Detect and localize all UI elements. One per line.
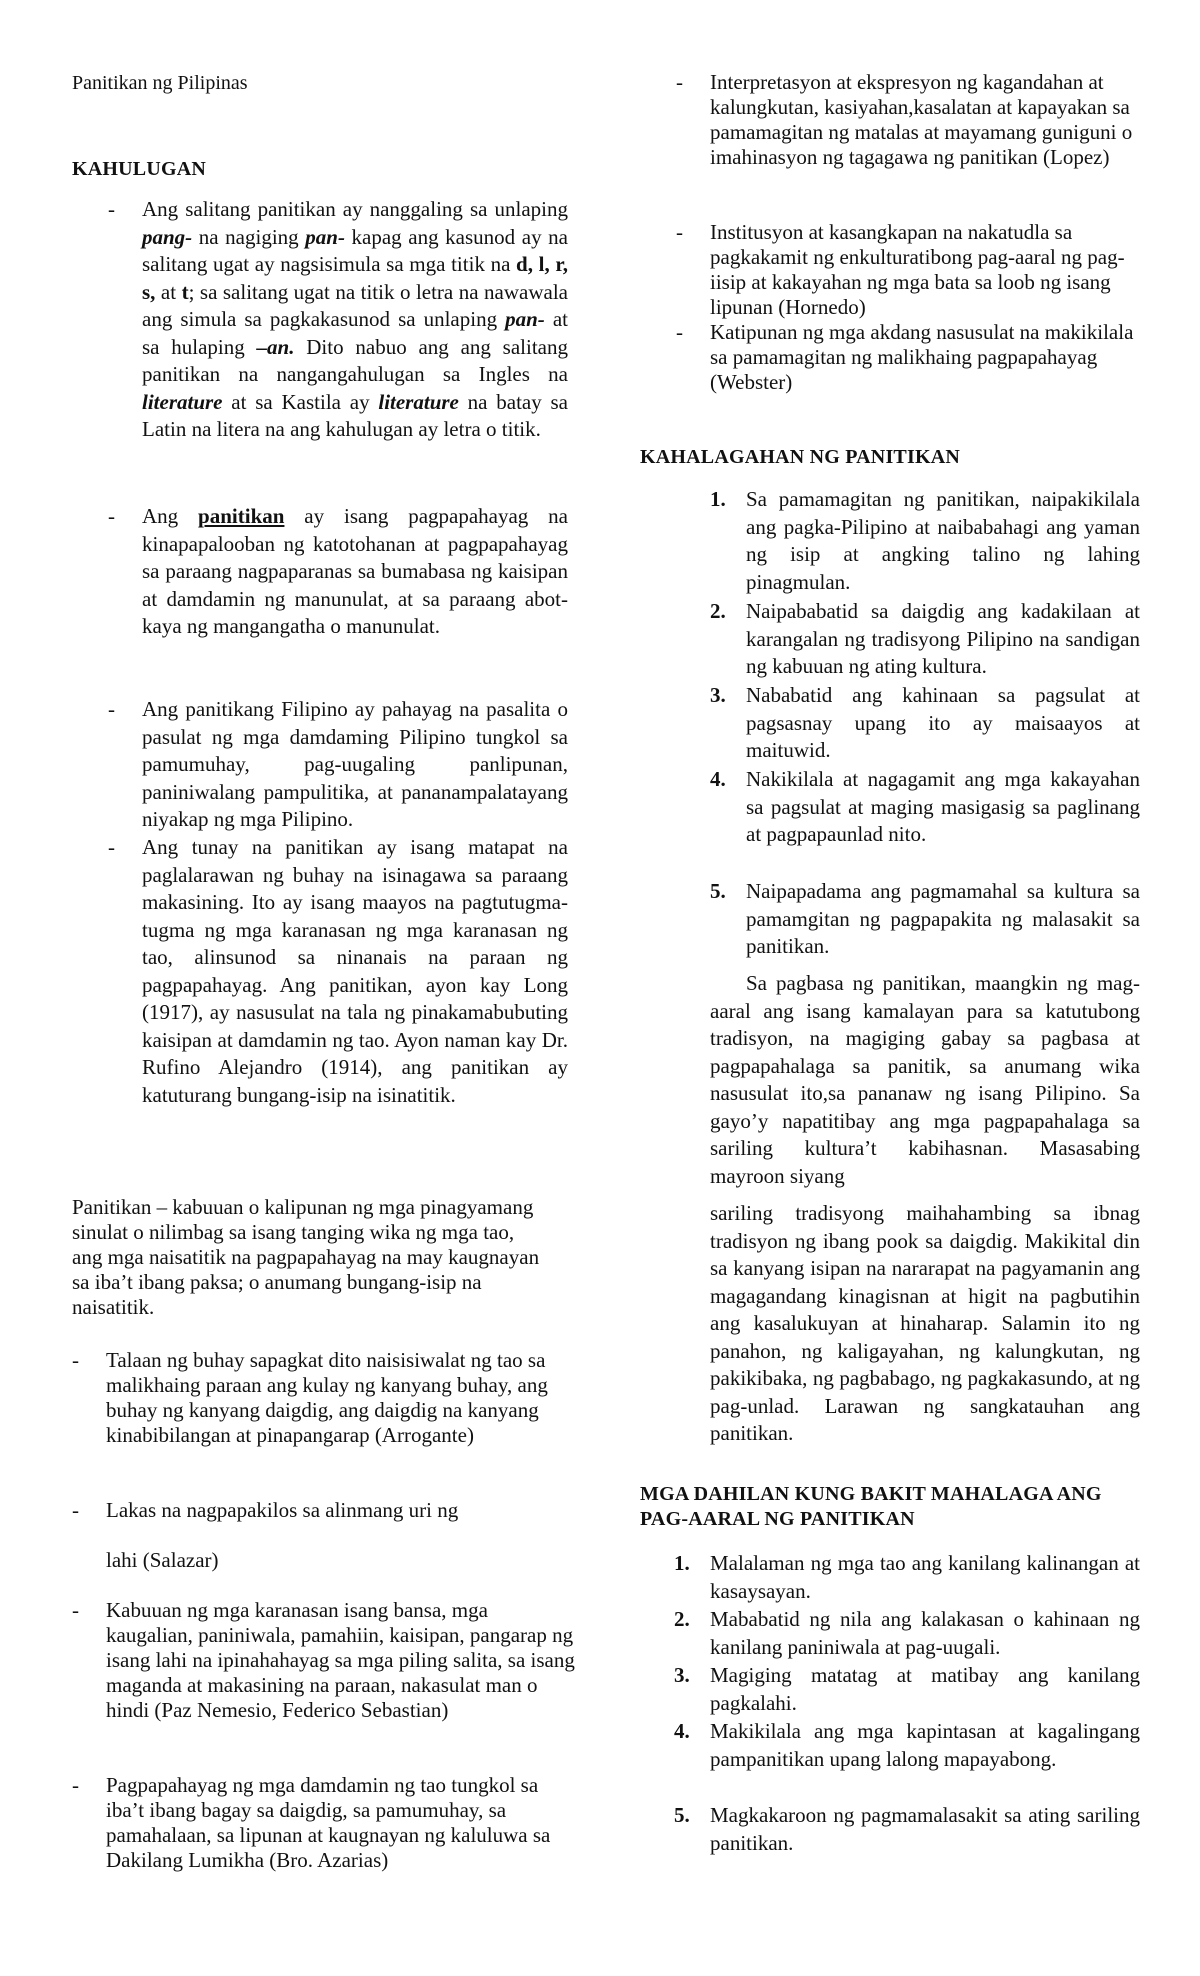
- item-text: Sa pamamagitan ng panitikan, naipakikilala ang pagka-Pilipino at naibabahagi ang yaman ng isip at angking talino ng lahing pinagmulan.: [746, 487, 1140, 594]
- item-number: 2.: [710, 599, 726, 623]
- item-text: Malalaman ng mga tao ang kanilang kalinangan at kasaysayan.: [710, 1551, 1140, 1603]
- text: at sa Kastila ay: [222, 389, 379, 414]
- dahilan-item-2: [674, 1606, 1140, 1661]
- definition-item-1: - Talaan ng buhay sapagkat dito naisisiwalat ng tao sa malikhaing paraan ang kulay ng kanyang buhay, ang buhay ng kanyang daigdig, ang daigdig na kanyang kinabibilangan at pinapangarap (Arrogante): [106, 1348, 576, 1448]
- word-literature: literature: [142, 389, 223, 414]
- text: at sa hulaping: [142, 307, 568, 359]
- item-text: Naipababatid sa daigdig ang kadakilaan at karangalan ng tradisyong Pilipino na sandigan ng kabuuan ng ating kultura.: [746, 599, 1140, 678]
- text: ; sa salitang ugat na titik o letra na nawawala ang simula sa pagkakasunod sa unlaping: [142, 279, 568, 331]
- kahalagahan-paragraph-2: sariling tradisyong maihahambing sa ibnag tradisyon ng ibang pook sa daigdig. Makikital din sa kanyang isipan na nararapat na pagyamanin ang magagandang kinagisnan at higit na pagbutihin ang kasalukuyan at hinaharap. Salamin ito ng panahon, ng kaligayahan, ng kalungkutan, ng pakikibaka, ng pagbabago, ng pagkakasundo, at ng pag-unlad. Larawan ng sangkatauhan ang panitikan.: [710, 1201, 1140, 1445]
- item-text: Nababatid ang kahinaan sa pagsulat at pagsasnay upang ito ay maisaayos at maituwid.: [746, 683, 1140, 762]
- item-text: Naipapadama ang pagmamahal sa kultura sa pamamgitan ng pagpapakita ng malasakit sa panitikan.: [746, 879, 1140, 958]
- text: at: [155, 279, 182, 304]
- kahulugan-bullet-4: - Ang tunay na panitikan ay isang matapat na paglalarawan ng buhay na isinagawa sa paraang makasining. Ito ay isang maayos na pagtutugma-tugma ng mga karanasan ng mga karanasan ng tao, alinsunod sa ninanais na paraan ng pagpapahayag. Ang panitikan, ayon kay Long (1917), ay nasusulat na tala ng pinakamabubuting kaisipan at damdamin ng tao. Ayon naman kay Dr. Rufino Alejandro (1914), ang panitikan ay katuturang bungang-isip na isinatitik.: [142, 834, 568, 1109]
- kahalagahan-heading: KAHALAGAHAN NG PANITIKAN: [640, 446, 960, 468]
- text: kapag ang kasunod ay na salitang ugat ay nagsisimula sa mga titik na: [142, 224, 568, 276]
- text: na batay sa Latin na litera na ang kahulugan ay letra o titik.: [142, 389, 568, 441]
- item-text: Magiging matatag at matibay ang kanilang pagkalahi.: [710, 1663, 1140, 1715]
- item-number: 5.: [710, 879, 726, 903]
- definition-item-3: - Kabuuan ng mga karanasan isang bansa, mga kaugalian, paniniwala, pamahiin, kaisipan, pangarap ng isang lahi na ipinahahayag sa mga piling salita, sa isang maganda at makasining na paraan, nakasulat man o hindi (Paz Nemesio, Federico Sebastian): [106, 1598, 576, 1723]
- item-number: 5.: [674, 1803, 690, 1827]
- text: Ang salitang panitikan ay nanggaling sa unlaping: [142, 197, 568, 221]
- item-text: Magkakaroon ng pagmamalasakit sa ating sariling panitikan.: [710, 1803, 1140, 1855]
- item-text: Mababatid ng nila ang kalakasan o kahinaan ng kanilang paniniwala at pag-uugali.: [710, 1607, 1140, 1659]
- text: Dito nabuo ang ang salitang panitikan na nangangahulugan sa Ingles na: [142, 334, 568, 386]
- kahalagahan-item-4: [710, 766, 1140, 849]
- definition-item-4: - Pagpapahayag ng mga damdamin ng tao tungkol sa iba’t ibang bagay sa daigdig, sa pamumuhay, sa pamahalaan, sa lipunan at kaugnayan ng kaluluwa sa Dakilang Lumikha (Bro. Azarias): [106, 1773, 576, 1873]
- definition-item-6: - Institusyon at kasangkapan na nakatudla sa pagkakamit ng enkulturatibong pag-aaral ng pag-iisip at kakayahan ng mga bata sa loob ng isang lipunan (Hornedo): [710, 220, 1140, 320]
- text: Ang: [142, 504, 199, 528]
- item-number: 4.: [710, 767, 726, 791]
- kahalagahan-item-5: [710, 878, 1140, 961]
- item-text: Nakikilala at nagagamit ang mga kakayahan sa pagsulat at maging masigasig sa paglinang at pagpapaunlad nito.: [746, 767, 1140, 846]
- prefix-pang: pang-: [142, 224, 193, 249]
- dahilan-item-1: [674, 1550, 1140, 1605]
- dahilan-heading: MGA DAHILAN KUNG BAKIT MAHALAGA ANG PAG-AARAL NG PANITIKAN: [640, 1483, 1102, 1530]
- item-number: 1.: [710, 487, 726, 511]
- item-number: 3.: [674, 1663, 690, 1687]
- panitikan-definition: Panitikan – kabuuan o kalipunan ng mga pinagyamang sinulat o nilimbag sa isang tanging wika ng mga tao, ang mga naisatitik na pagpapahayag na may kaugnayan sa iba’t ibang paksa; o anumang bungang-isip na naisatitik.: [72, 1195, 540, 1319]
- kahulugan-bullet-3: - Ang panitikang Filipino ay pahayag na pasalita o pasulat ng mga damdaming Pilipino tungkol sa pamumuhay, pag-uugaling panlipunan, paniniwalang pampulitika, at pananampalatayang niyakap ng mga Pilipino.: [142, 696, 568, 834]
- item-number: 3.: [710, 683, 726, 707]
- item-text: Makikilala ang mga kapintasan at kagalingang pampanitikan upang lalong mapayabong.: [710, 1719, 1140, 1771]
- dahilan-item-5: [674, 1802, 1140, 1857]
- word-literature: literature: [378, 389, 459, 414]
- letters: d, l, r, s,: [142, 252, 568, 304]
- definition-item-7: - Katipunan ng mga akdang nasusulat na makikilala sa pamamagitan ng malikhaing pagpapahayag (Webster): [710, 320, 1140, 395]
- kahulugan-bullet-1: [142, 196, 568, 444]
- kahalagahan-item-3: [710, 682, 1140, 765]
- kahalagahan-item-1: [710, 486, 1140, 596]
- kahalagahan-paragraph-1: Sa pagbasa ng panitikan, maangkin ng mag-aaral ang isang kamalayan para sa katutubong tradisyon, na magiging gabay sa pagbasa at pagpapahalaga sa panitik, sa anumang wika nasusulat ito,sa pananaw ng isang Pilipino. Sa gayo’y napatitibay ang mga pagpapahalaga sa sariling kultura’t kabihasnan. Masasabing mayroon siyang: [710, 971, 1140, 1188]
- definition-item-5: - Interpretasyon at ekspresyon ng kagandahan at kalungkutan, kasiyahan,kasalatan at kapayakan sa pamamagitan ng matalas at mayamang guniguni o imahinasyon ng tagagawa ng panitikan (Lopez): [710, 70, 1140, 170]
- definition-item-2-continued: lahi (Salazar): [106, 1548, 219, 1572]
- dahilan-item-4: [674, 1718, 1140, 1773]
- item-number: 1.: [674, 1551, 690, 1575]
- letter-t: t: [181, 279, 189, 304]
- dahilan-item-3: [674, 1662, 1140, 1717]
- document-title: Panitikan ng Pilipinas: [72, 72, 248, 94]
- definition-item-2: - Lakas na nagpapakilos sa alinmang uri ng: [106, 1498, 576, 1523]
- kahalagahan-item-2: [710, 598, 1140, 681]
- text: na nagiging: [192, 224, 306, 249]
- prefix-pan: pan-: [305, 224, 345, 249]
- kahulugan-bullet-2: [142, 503, 568, 641]
- suffix-an: –an.: [256, 334, 295, 359]
- item-number: 2.: [674, 1607, 690, 1631]
- item-number: 4.: [674, 1719, 690, 1743]
- prefix-pan: pan-: [505, 307, 545, 331]
- word-panitikan: panitikan: [198, 504, 285, 528]
- kahulugan-heading: KAHULUGAN: [72, 158, 207, 180]
- text: ay isang pagpapahayag na kinapapalooban ng katotohanan at pagpapahayag sa paraang nagpaparanas sa bumabasa ng kaisipan at damdamin ng manunulat, at sa paraang abot-kaya ng mangangatha o manunulat.: [142, 504, 568, 638]
